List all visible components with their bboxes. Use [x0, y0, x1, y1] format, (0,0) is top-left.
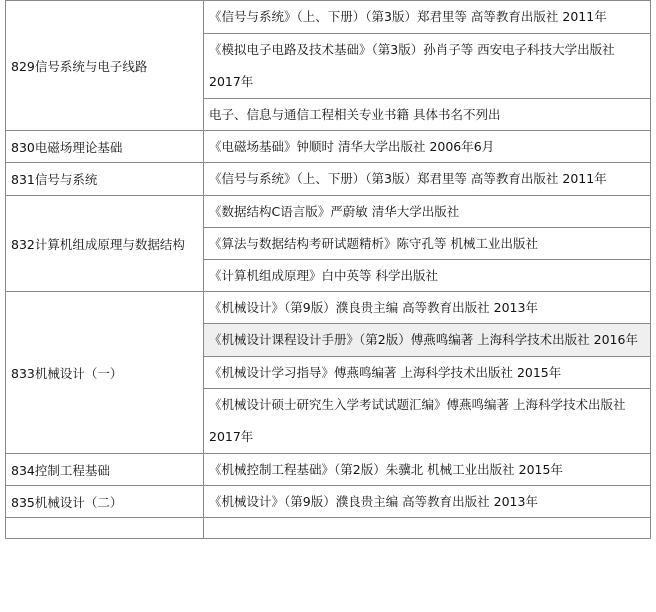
course-cell: 832计算机组成原理与数据结构: [6, 196, 204, 292]
course-cell: 831信号与系统: [6, 163, 204, 196]
book-cell-empty: [204, 518, 651, 539]
table-row: [6, 486, 651, 518]
book-cell: 《计算机组成原理》白中英等 科学出版社: [204, 260, 651, 292]
table-row-cutoff: [6, 518, 651, 539]
textbook-table: [5, 0, 651, 539]
course-cell-empty: [6, 518, 204, 539]
book-cell: 《机械控制工程基础》（第2版）朱骥北 机械工业出版社 2015年: [204, 454, 651, 486]
course-cell: 834控制工程基础: [6, 454, 204, 486]
table-row: [6, 292, 651, 324]
table-row: [6, 1, 651, 34]
textbook-table-viewport: [5, 0, 656, 612]
book-cell: 《算法与数据结构考研试题精析》陈守孔等 机械工业出版社: [204, 228, 651, 260]
table-row: [6, 196, 651, 228]
course-cell: 835机械设计（二）: [6, 486, 204, 518]
table-row: [6, 131, 651, 163]
book-cell: 《数据结构C语言版》严蔚敏 清华大学出版社: [204, 196, 651, 228]
book-cell: 《模拟电子电路及技术基础》（第3版）孙肖子等 西安电子科技大学出版社 2017年: [204, 34, 651, 99]
book-cell: 《信号与系统》（上、下册）（第3版）郑君里等 高等教育出版社 2011年: [204, 163, 651, 196]
book-cell: 《机械设计课程设计手册》（第2版）傅燕鸣编著 上海科学技术出版社 2016年: [204, 324, 651, 357]
table-row: [6, 454, 651, 486]
book-cell: 《信号与系统》（上、下册）（第3版）郑君里等 高等教育出版社 2011年: [204, 1, 651, 34]
book-cell: 《电磁场基础》钟顺时 清华大学出版社 2006年6月: [204, 131, 651, 163]
table-row: [6, 163, 651, 196]
course-cell: 829信号系统与电子线路: [6, 1, 204, 131]
course-cell: 833机械设计（一）: [6, 292, 204, 454]
course-cell: 830电磁场理论基础: [6, 131, 204, 163]
book-cell: 《机械设计学习指导》傅燕鸣编著 上海科学技术出版社 2015年: [204, 357, 651, 389]
book-cell: 电子、信息与通信工程相关专业书籍 具体书名不列出: [204, 99, 651, 131]
book-cell: 《机械设计》（第9版）濮良贵主编 高等教育出版社 2013年: [204, 292, 651, 324]
book-cell: 《机械设计》（第9版）濮良贵主编 高等教育出版社 2013年: [204, 486, 651, 518]
book-cell: 《机械设计硕士研究生入学考试试题汇编》傅燕鸣编著 上海科学技术出版社 2017年: [204, 389, 651, 454]
